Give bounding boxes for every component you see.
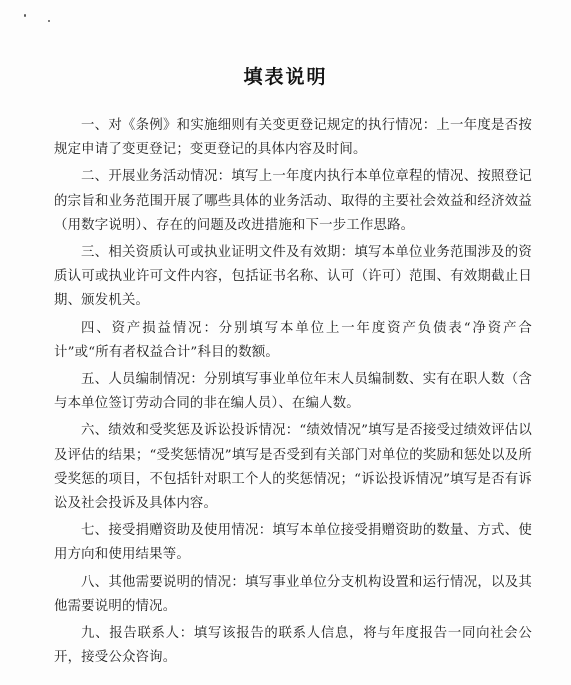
instruction-paragraph-2: 二、开展业务活动情况：填写上一年度内执行本单位章程的情况、按照登记的宗旨和业务范围开展了哪些具体的业务活动、取得的主要社会效益和经济效益（用数字说明）、存在的问题及改进措施和下一步工作思路。 — [54, 169, 532, 233]
instruction-paragraph-1: 一、对《条例》和实施细则有关变更登记规定的执行情况：上一年度是否按规定申请了变更登记；变更登记的具体内容及时间。 — [54, 118, 532, 158]
scan-speck — [48, 20, 50, 22]
page-title: 填表说明 — [243, 66, 328, 88]
instruction-paragraph-4: 四、资产损益情况：分别填写本单位上一年度资产负债表“净资产合计”或“所有者权益合计”科目的数额。 — [54, 320, 532, 360]
instruction-paragraph-3: 三、相关资质认可或执业证明文件及有效期：填写本单位业务范围涉及的资质认可或执业许可文件内容，包括证书名称、认可（许可）范围、有效期截止日期、颁发机关。 — [54, 245, 532, 309]
instruction-paragraph-5: 五、人员编制情况：分别填写事业单位年末人员编制数、实有在职人数（含与本单位签订劳动合同的非在编人员）、在编人数。 — [54, 372, 532, 412]
instruction-paragraph-6: 六、绩效和受奖惩及诉讼投诉情况：“绩效情况”填写是否接受过绩效评估以及评估的结果；“受奖惩情况”填写是否受到有关部门对单位的奖励和惩处以及所受奖惩的项目，不包括针对职工个人的奖惩情况；“诉讼投诉情况”填写是否有诉讼及社会投诉及具体内容。 — [54, 423, 532, 512]
scan-speck — [24, 14, 26, 17]
instruction-paragraph-8: 八、其他需要说明的情况：填写事业单位分支机构设置和运行情况，以及其他需要说明的情况。 — [54, 574, 532, 614]
instructions-body — [54, 114, 532, 673]
instruction-paragraph-9: 九、报告联系人：填写该报告的联系人信息，将与年度报告一同向社会公开，接受公众咨询。 — [54, 626, 532, 666]
instruction-paragraph-7: 七、接受捐赠资助及使用情况：填写本单位接受捐赠资助的数量、方式、使用方向和使用结果等。 — [54, 523, 532, 563]
